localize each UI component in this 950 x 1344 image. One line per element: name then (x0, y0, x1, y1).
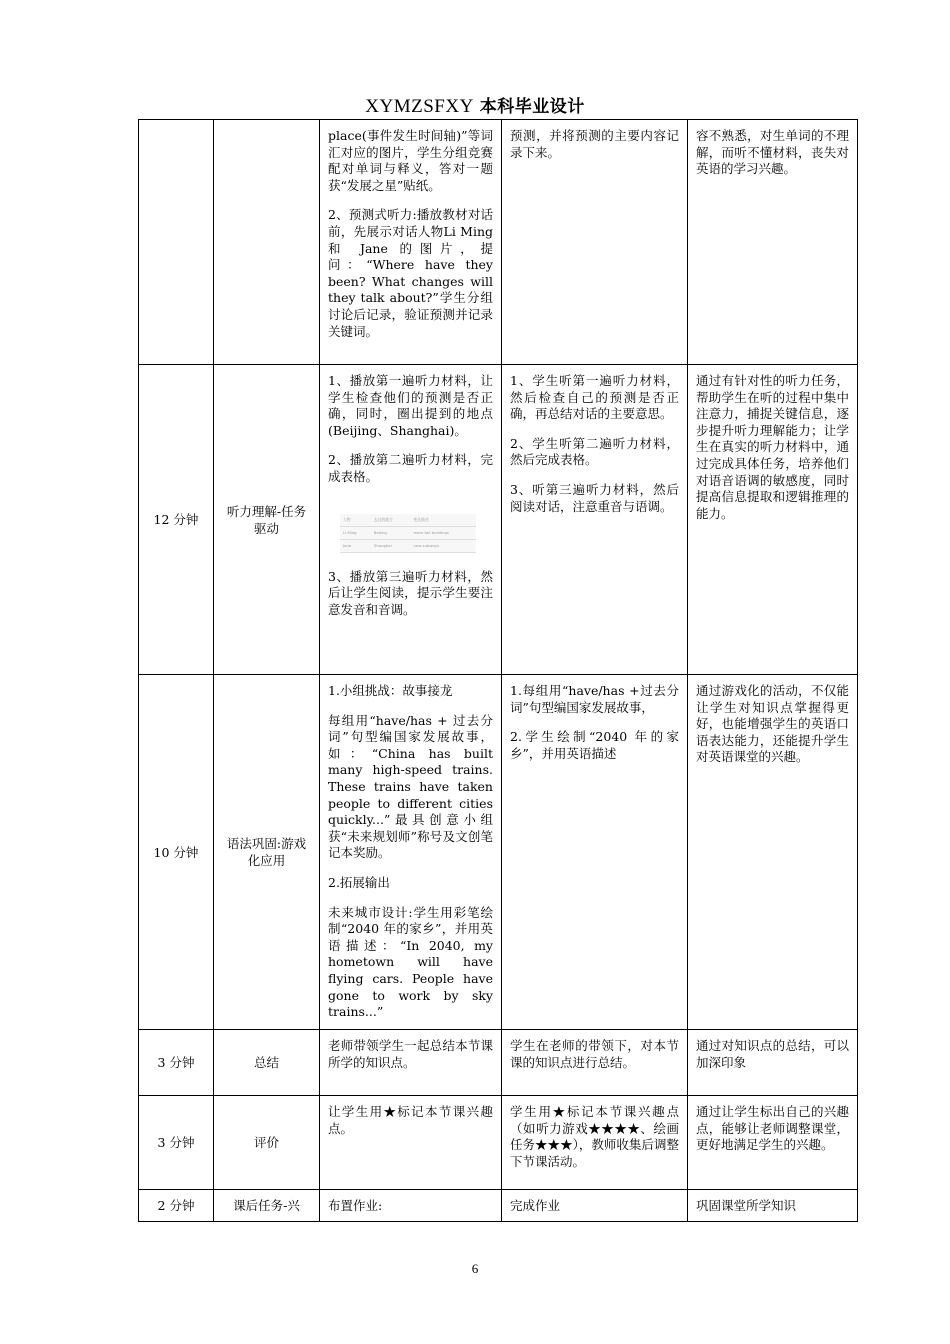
teacher-activity-text: 未来城市设计:学生用彩笔绘制“2040 年的家乡”，并用英语描述：“In 2040, my hometown will have flying cars. People have gone to work by sky trains...” (328, 904, 493, 1020)
time-cell: 3 分钟 (139, 1030, 214, 1096)
design-intent-cell (688, 365, 858, 675)
design-intent-cell (688, 1190, 858, 1222)
teacher-activity-text: place(事件发生时间轴)”等词汇对应的图片，学生分组竞赛配对单词与释义，答对一题获“发展之星”贴纸。 (328, 128, 493, 193)
teacher-activity-text: 布置作业: (328, 1198, 383, 1213)
step-cell: 课后任务-兴 (214, 1190, 320, 1222)
step-cell: 语法巩固:游戏化应用 (214, 675, 320, 1030)
time-cell: 10 分钟 (139, 675, 214, 1030)
teacher-activity-cell (320, 675, 502, 1030)
mini-table-header: 去过的地方 (371, 514, 411, 527)
table-row (139, 120, 858, 365)
teacher-activity-text: 1、播放第一遍听力材料，让学生检查他们的预测是否正确，同时，圈出提到的地点(Beijing、Shanghai)。 (328, 373, 493, 438)
table-row (139, 675, 858, 1030)
teacher-activity-text: 3、播放第三遍听力材料，然后让学生阅读，提示学生要注意发音和音调。 (328, 568, 493, 617)
design-intent-text: 通过对知识点的总结，可以加深印象 (696, 1038, 849, 1070)
design-intent-text: 通过让学生标出自己的兴趣点，能够让老师调整课堂，更好地满足学生的兴趣。 (696, 1104, 849, 1153)
table-row (139, 1030, 858, 1096)
design-intent-cell (688, 120, 858, 365)
time-cell: 2 分钟 (139, 1190, 214, 1222)
table-row (139, 365, 858, 675)
student-activity-text: 2、学生听第二遍听力材料，然后完成表格。 (510, 435, 679, 468)
step-cell: 评价 (214, 1096, 320, 1190)
mini-table-cell: more tall buildings (410, 526, 476, 539)
teacher-activity-text: 让学生用★标记本节课兴趣点。 (328, 1104, 493, 1136)
page-header (0, 92, 950, 118)
teacher-activity-text: 2、预测式听力:播放教材对话前，先展示对话人物Li Ming 和 Jane 的图片，提问：“Where have they been? What changes will they talk about?”学生分组讨论后记录，验证预测并记录关键词。 (328, 207, 493, 339)
design-intent-text: 巩固课堂所学知识 (696, 1198, 797, 1213)
teacher-activity-text: 每组用“have/has + 过去分词”句型编国家发展故事，如：“China has built many high-speed trains. These trains have taken people to different cities quickly...”最具创意小组获“未来规划师”称号及文创笔记本奖励。 (328, 712, 493, 861)
teacher-activity-cell (320, 365, 502, 675)
design-intent-cell (688, 1096, 858, 1190)
student-activity-cell (502, 120, 688, 365)
table-row (139, 1190, 858, 1222)
step-cell: 总结 (214, 1030, 320, 1096)
teacher-activity-cell (320, 120, 502, 365)
design-intent-text: 通过游戏化的活动，不仅能让学生对知识点掌握得更好，也能增强学生的英语口语表达能力，还能提升学生对英语课堂的兴趣。 (696, 683, 849, 765)
student-activity-text: 完成作业 (510, 1198, 561, 1213)
teacher-activity-cell (320, 1096, 502, 1190)
header-title: 本科毕业设计 (479, 97, 585, 117)
mini-table-cell: Li Ming (340, 526, 371, 539)
student-activity-text: 学生用★标记本节课兴趣点（如听力游戏★★★★、绘画任务★★★），教师收集后调整下节课活动。 (510, 1104, 679, 1169)
design-intent-cell (688, 675, 858, 1030)
student-activity-cell (502, 365, 688, 675)
student-activity-text: 1.每组用“have/has +过去分词”句型编国家发展故事， (510, 683, 679, 715)
student-activity-text: 学生在老师的带领下，对本节课的知识点进行总结。 (510, 1038, 679, 1070)
design-intent-text: 通过有针对性的听力任务，帮助学生在听的过程中集中注意力，捕捉关键信息，逐步提升听力理解能力；让学生在真实的听力材料中，通过完成具体任务，培养他们对语音语调的敏感度，同时提高信息提取和逻辑推理的能力。 (696, 373, 849, 521)
time-cell: 12 分钟 (139, 365, 214, 675)
student-activity-text: 3、听第三遍听力材料，然后阅读对话，注意重音与语调。 (510, 481, 679, 514)
header-school-code: XYMZSFXY (365, 96, 474, 117)
mini-table-cell: new subways (410, 539, 476, 552)
teacher-activity-text: 2.拓展输出 (328, 874, 390, 890)
step-cell: 听力理解-任务驱动 (214, 365, 320, 675)
student-activity-cell (502, 1030, 688, 1096)
mini-table-cell: Beijing (371, 526, 411, 539)
teacher-activity-cell (320, 1030, 502, 1096)
mini-table-header: 人物 (340, 514, 371, 527)
mini-table-header: 变化描述 (410, 514, 476, 527)
student-activity-cell (502, 1190, 688, 1222)
mini-table-cell: Shanghai (371, 539, 411, 552)
student-activity-cell (502, 1096, 688, 1190)
teacher-activity-text: 2、播放第二遍听力材料，完成表格。 (328, 452, 493, 484)
table-row (139, 1096, 858, 1190)
teacher-activity-text: 老师带领学生一起总结本节课所学的知识点。 (328, 1038, 493, 1070)
student-activity-text: 2.学生绘制“2040 年的家乡”，并用英语描述 (510, 729, 679, 761)
student-activity-text: 预测，并将预测的主要内容记录下来。 (510, 128, 679, 160)
embedded-table-image (340, 514, 476, 553)
student-activity-text: 1、学生听第一遍听力材料，然后检查自己的预测是否正确，再总结对话的主要意思。 (510, 373, 679, 422)
lesson-plan-table (138, 119, 858, 1222)
teacher-activity-cell (320, 1190, 502, 1222)
time-cell (139, 120, 214, 365)
page-number: 6 (471, 1261, 479, 1276)
teacher-activity-text: 1.小组挑战：故事接龙 (328, 683, 453, 698)
step-cell (214, 120, 320, 365)
mini-table-cell: Jane (340, 539, 371, 552)
time-cell: 3 分钟 (139, 1096, 214, 1190)
student-activity-cell (502, 675, 688, 1030)
design-intent-text: 容不熟悉，对生单词的不理解，而听不懂材料，丧失对英语的学习兴趣。 (696, 128, 849, 177)
design-intent-cell (688, 1030, 858, 1096)
